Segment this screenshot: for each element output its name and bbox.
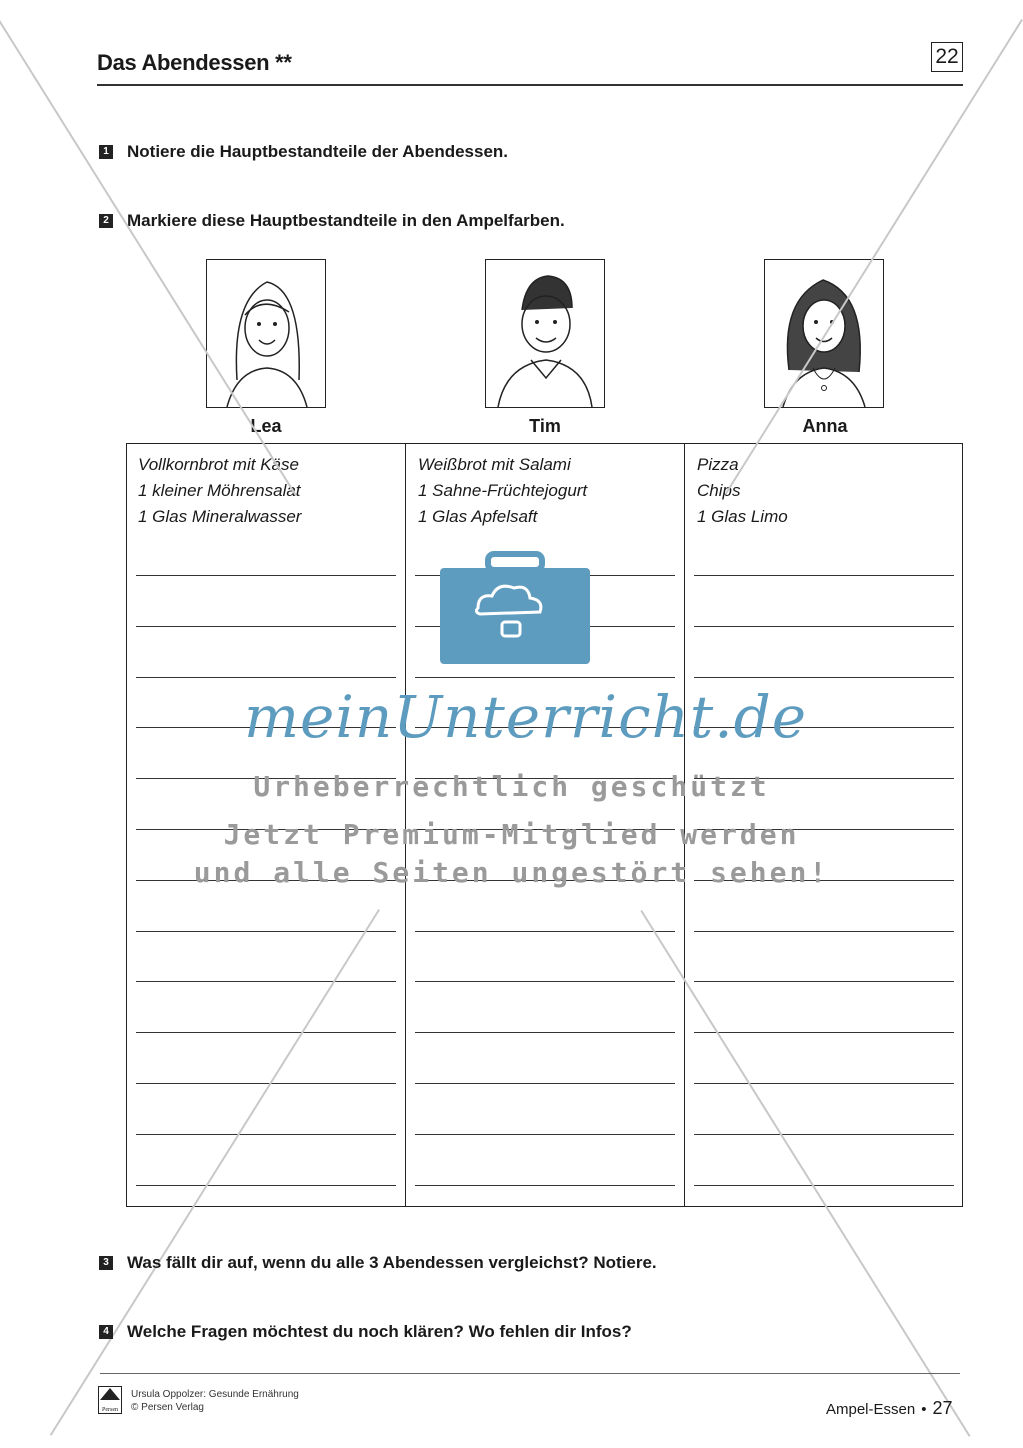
footer-page-number: 27 (932, 1398, 953, 1418)
header-divider (97, 84, 963, 86)
publisher-mark-icon (99, 1387, 121, 1401)
writing-line (694, 931, 954, 932)
writing-line (415, 1032, 675, 1033)
writing-line (136, 575, 396, 576)
writing-line (694, 575, 954, 576)
briefcase-cloud-icon (440, 550, 590, 668)
meal-tim (418, 452, 587, 530)
writing-line (136, 931, 396, 932)
meal-item: 1 Sahne-Früchtejogurt (418, 481, 588, 500)
meal-item: 1 kleiner Möhrensalat (138, 481, 301, 500)
task-text: Welche Fragen möchtest du noch klären? Wo fehlen dir Infos? (127, 1322, 632, 1341)
writing-line (136, 1185, 396, 1186)
writing-line (694, 626, 954, 627)
watermark-line: und alle Seiten ungestört sehen! (193, 856, 830, 889)
name-tim: Tim (529, 416, 561, 436)
writing-line (136, 1083, 396, 1084)
task-number: 4 (99, 1325, 113, 1339)
meal-item: 1 Glas Limo (697, 507, 788, 526)
writing-line (415, 1083, 675, 1084)
writing-line (136, 1032, 396, 1033)
task-1 (99, 142, 508, 162)
footer-author: Ursula Oppolzer: Gesunde Ernährung (131, 1389, 299, 1400)
task-number: 3 (99, 1256, 113, 1270)
writing-line (415, 1185, 675, 1186)
meal-item: Weißbrot mit Salami (418, 455, 571, 474)
task-text: Markiere diese Hauptbestandteile in den Ampelfarben. (127, 211, 565, 230)
task-3 (99, 1253, 657, 1273)
writing-line (415, 931, 675, 932)
writing-line (694, 1185, 954, 1186)
writing-line (415, 677, 675, 678)
boy-portrait-icon (486, 260, 604, 407)
watermark-diagonal (0, 20, 297, 496)
watermark-logo: meinUnterricht.de (244, 683, 808, 751)
writing-line (694, 677, 954, 678)
watermark-line: Jetzt Premium-Mitglied werden (223, 818, 800, 851)
meal-item: 1 Glas Apfelsaft (418, 507, 538, 526)
portrait-lea (206, 259, 326, 408)
writing-line (694, 1134, 954, 1135)
name-anna: Anna (802, 416, 848, 436)
task-number: 1 (99, 145, 113, 159)
task-text: Was fällt dir auf, wenn du alle 3 Abendessen vergleichst? Notiere. (127, 1253, 657, 1272)
writing-line (415, 1134, 675, 1135)
portrait-tim (485, 259, 605, 408)
writing-line (136, 626, 396, 627)
task-2 (99, 211, 565, 231)
footer-copyright: © Persen Verlag (131, 1402, 204, 1413)
task-number: 2 (99, 214, 113, 228)
footer-page (826, 1398, 953, 1419)
writing-line (136, 677, 396, 678)
footer-section: Ampel-Essen (826, 1401, 916, 1418)
meal-item: Vollkornbrot mit Käse (138, 455, 299, 474)
footer-divider (100, 1373, 960, 1374)
page-title: Das Abendessen ** (97, 50, 292, 75)
writing-line (694, 1032, 954, 1033)
meal-item: 1 Glas Mineralwasser (138, 507, 302, 526)
task-4 (99, 1322, 632, 1342)
meal-item: Pizza (697, 455, 739, 474)
writing-line (136, 981, 396, 982)
footer-bullet: • (921, 1401, 927, 1418)
meal-item: Chips (697, 481, 741, 500)
writing-line (694, 1083, 954, 1084)
publisher-logo: Persen (98, 1386, 122, 1414)
name-lea: Lea (250, 416, 282, 436)
writing-line (694, 981, 954, 982)
watermark-line: Urheberrechtlich geschützt (253, 770, 770, 803)
writing-line (136, 1134, 396, 1135)
worksheet-number: 22 (931, 42, 963, 72)
writing-line (415, 981, 675, 982)
task-text: Notiere die Hauptbestandteile der Abendessen. (127, 142, 509, 161)
